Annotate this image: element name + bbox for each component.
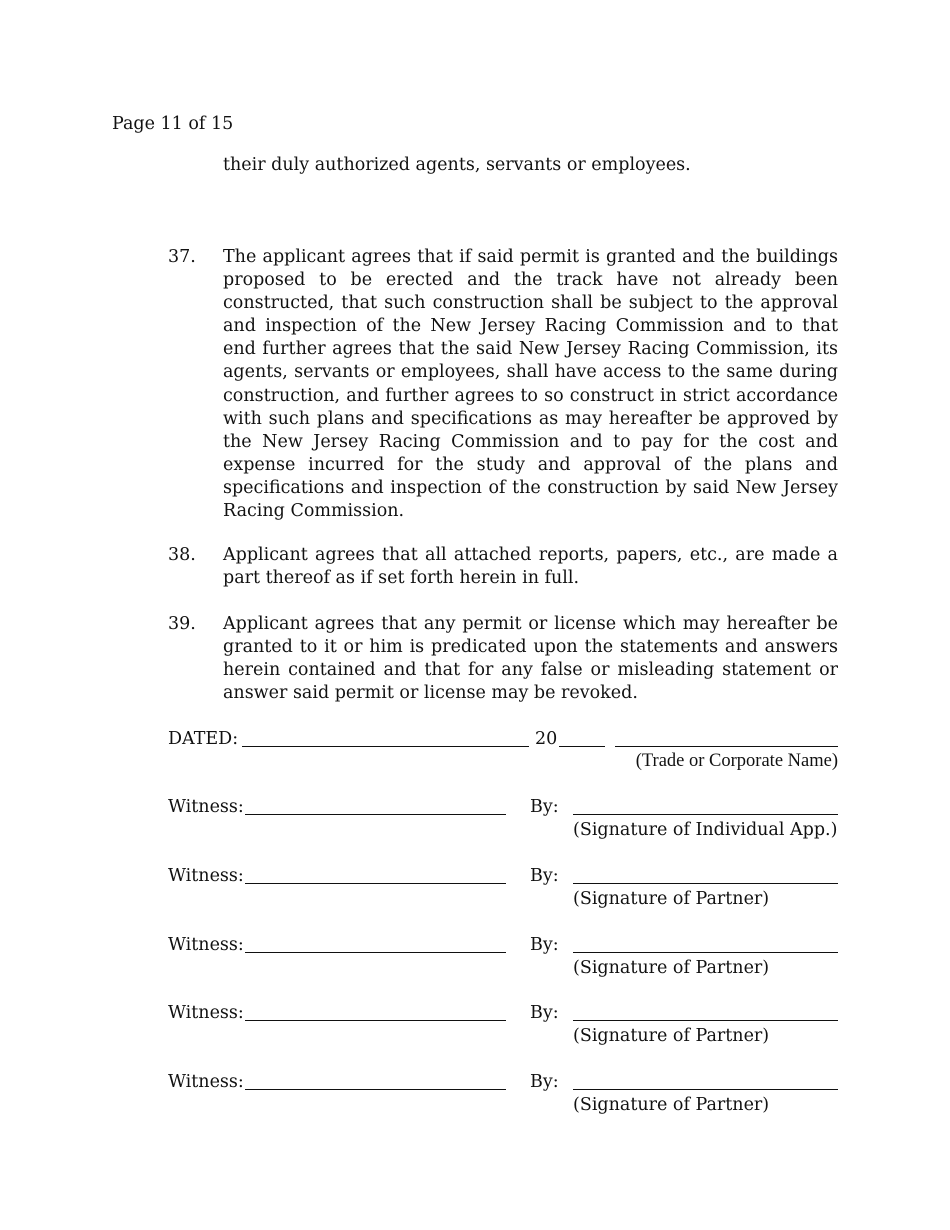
by-label: By:: [530, 1072, 559, 1092]
signature-line[interactable]: [573, 1020, 838, 1021]
signature-line[interactable]: [573, 814, 838, 815]
item-number-39: 39.: [168, 614, 196, 634]
page-number: Page 11 of 15: [112, 114, 234, 134]
witness-label: Witness:: [168, 797, 244, 817]
witness-label: Witness:: [168, 866, 244, 886]
year-line[interactable]: [559, 746, 605, 747]
witness-line[interactable]: [245, 1089, 506, 1090]
by-label: By:: [530, 1003, 559, 1023]
signature-caption: (Signature of Individual App.): [573, 820, 838, 840]
witness-line[interactable]: [245, 883, 506, 884]
year-prefix: 20: [535, 729, 558, 749]
by-label: By:: [530, 797, 559, 817]
signature-line[interactable]: [573, 952, 838, 953]
item-number-37: 37.: [168, 247, 196, 267]
trade-name-caption: (Trade or Corporate Name): [635, 751, 838, 771]
signature-caption: (Signature of Partner): [573, 958, 770, 978]
witness-label: Witness:: [168, 1072, 244, 1092]
witness-line[interactable]: [245, 1020, 506, 1021]
continuation-text: their duly authorized agents, servants or employees.: [223, 155, 691, 175]
signature-caption: (Signature of Partner): [573, 1095, 770, 1115]
witness-line[interactable]: [245, 952, 506, 953]
item-text-37: The applicant agrees that if said permit is granted and the buildings proposed to be erected and the track have not already been constructed, that such construction shall be subject to the approval and inspection of the New Jersey Racing Commission and to that end further agrees that the said New Jersey Racing Commission, its agents, servants or employees, shall have access to the same during construction, and further agrees to so construct in strict accordance with such plans and specifications as may hereafter be approved by the New Jersey Racing Commission and to pay for the cost and expense incurred for the study and approval of the plans and specifications and inspection of the construction by said New Jersey Racing Commission.: [223, 247, 838, 522]
signature-caption: (Signature of Partner): [573, 889, 770, 909]
by-label: By:: [530, 866, 559, 886]
signature-line[interactable]: [573, 1089, 838, 1090]
item-text-38: Applicant agrees that all attached reports, papers, etc., are made a part thereof as if set forth herein in full.: [223, 545, 838, 589]
dated-label: DATED:: [168, 729, 239, 749]
witness-label: Witness:: [168, 935, 244, 955]
signature-line[interactable]: [573, 883, 838, 884]
item-text-39: Applicant agrees that any permit or license which may hereafter be granted to it or him is predicated upon the statements and answers herein contained and that for any false or misleading statement or answer said permit or license may be revoked.: [223, 614, 838, 704]
signature-caption: (Signature of Partner): [573, 1026, 770, 1046]
item-number-38: 38.: [168, 545, 196, 565]
witness-label: Witness:: [168, 1003, 244, 1023]
date-line[interactable]: [242, 746, 529, 747]
by-label: By:: [530, 935, 559, 955]
trade-name-line[interactable]: [615, 746, 838, 747]
witness-line[interactable]: [245, 814, 506, 815]
